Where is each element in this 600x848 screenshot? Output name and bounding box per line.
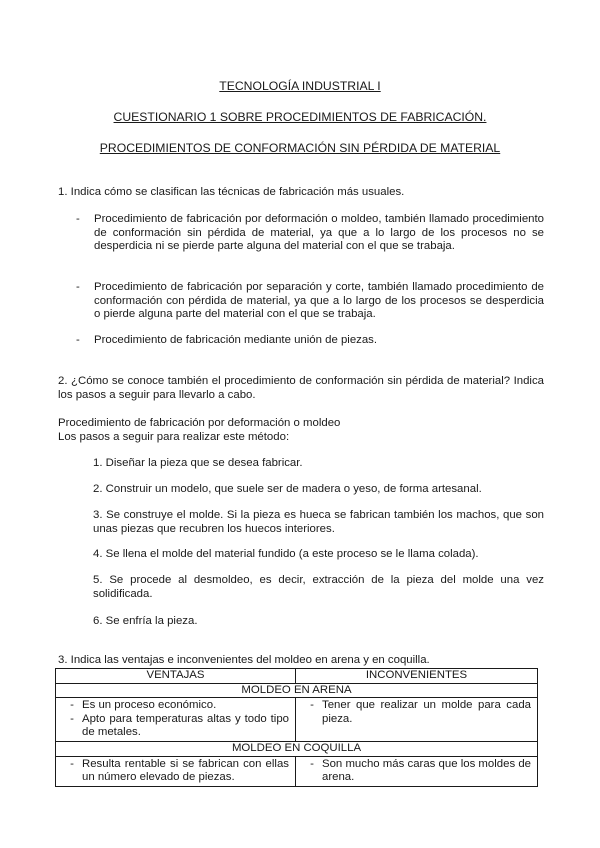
subject-title: TECNOLOGÍA INDUSTRIAL I [219, 79, 381, 93]
question-1: 1. Indica cómo se clasifican las técnicas de fabricación más usuales. [58, 186, 405, 198]
bullet-mark: - [70, 757, 74, 770]
list-item [62, 713, 289, 740]
list-item [62, 758, 289, 785]
q2-step-2: 2. Construir un modelo, que suele ser de madera o yeso, de forma artesanal. [93, 483, 482, 495]
q2-step-1: 1. Diseñar la pieza que se desea fabricar. [93, 457, 303, 469]
table-header-row [56, 669, 538, 684]
bullet-mark: - [76, 334, 80, 346]
bullet-mark: - [70, 712, 74, 725]
q2-step-5: 5. Se procede al desmoldeo, es decir, extracción de la pieza del molde una vez solidificada. [93, 574, 544, 600]
arena-advantage-1: Es un proceso económico. [82, 699, 217, 712]
col-disadvantages: INCONVENIENTES [296, 669, 538, 684]
q2-step-6: 6. Se enfría la pieza. [93, 615, 198, 627]
bullet-mark: - [310, 757, 314, 770]
bullet-mark: - [76, 213, 80, 225]
question-3: 3. Indica las ventajas e inconvenientes del moldeo en arena y en coquilla. [58, 654, 430, 666]
section-title-arena: MOLDEO EN ARENA [56, 683, 538, 698]
bullet-mark: - [76, 281, 80, 293]
list-item [302, 699, 531, 726]
section-title-coquilla: MOLDEO EN COQUILLA [56, 741, 538, 756]
q2-answer-line-1: Procedimiento de fabricación por deformación o moldeo [58, 417, 341, 429]
arena-advantages [56, 698, 296, 742]
coquilla-disadvantages [296, 756, 538, 786]
q2-step-3: 3. Se construye el molde. Si la pieza es hueca se fabrican también los machos, que son unas piezas que recubren los huecos interiores. [93, 509, 544, 535]
arena-disadvantage-1: Tener que realizar un molde para cada pieza. [322, 699, 531, 725]
arena-advantage-2: Apto para temperaturas altas y todo tipo de metales. [82, 712, 289, 739]
q2-answer-line-2: Los pasos a seguir para realizar este método: [58, 431, 290, 443]
list-item [62, 699, 289, 713]
coquilla-advantages [56, 756, 296, 786]
bullet-mark: - [70, 699, 74, 712]
questionnaire-title: CUESTIONARIO 1 SOBRE PROCEDIMIENTOS DE FABRICACIÓN. [113, 110, 487, 124]
table-row [56, 756, 538, 786]
section-row [56, 683, 538, 698]
q1-item-2: Procedimiento de fabricación por separación y corte, también llamado procedimiento de conformación con pérdida de material, ya que a lo largo de los procesos se desperdicia o pierde alguna parte del material con el que se trabaja. [94, 281, 544, 321]
q1-item-3: Procedimiento de fabricación mediante unión de piezas. [94, 334, 378, 346]
q1-item-1: Procedimiento de fabricación por deformación o moldeo, también llamado procedimiento de conformación sin pérdida de material, ya que a lo largo de los procesos no se desperdicia ni se pierde parte alguna del material con el que se trabaja. [94, 213, 544, 253]
q2-step-4: 4. Se llena el molde del material fundido (a este proceso se le llama colada). [93, 548, 479, 560]
coquilla-disadvantage-1: Son mucho más caras que los moldes de arena. [322, 757, 531, 784]
arena-disadvantages [296, 698, 538, 742]
col-advantages: VENTAJAS [56, 669, 296, 684]
table-row [56, 698, 538, 742]
advantages-table [55, 668, 538, 787]
bullet-mark: - [310, 699, 314, 712]
question-2: 2. ¿Cómo se conoce también el procedimiento de conformación sin pérdida de material? Indica los pasos a seguir para llevarlo a cabo. [58, 375, 544, 401]
section-row [56, 741, 538, 756]
topic-title: PROCEDIMIENTOS DE CONFORMACIÓN SIN PÉRDIDA DE MATERIAL [99, 141, 501, 155]
list-item [302, 758, 531, 785]
coquilla-advantage-1: Resulta rentable si se fabrican con ellas un número elevado de piezas. [82, 757, 289, 784]
